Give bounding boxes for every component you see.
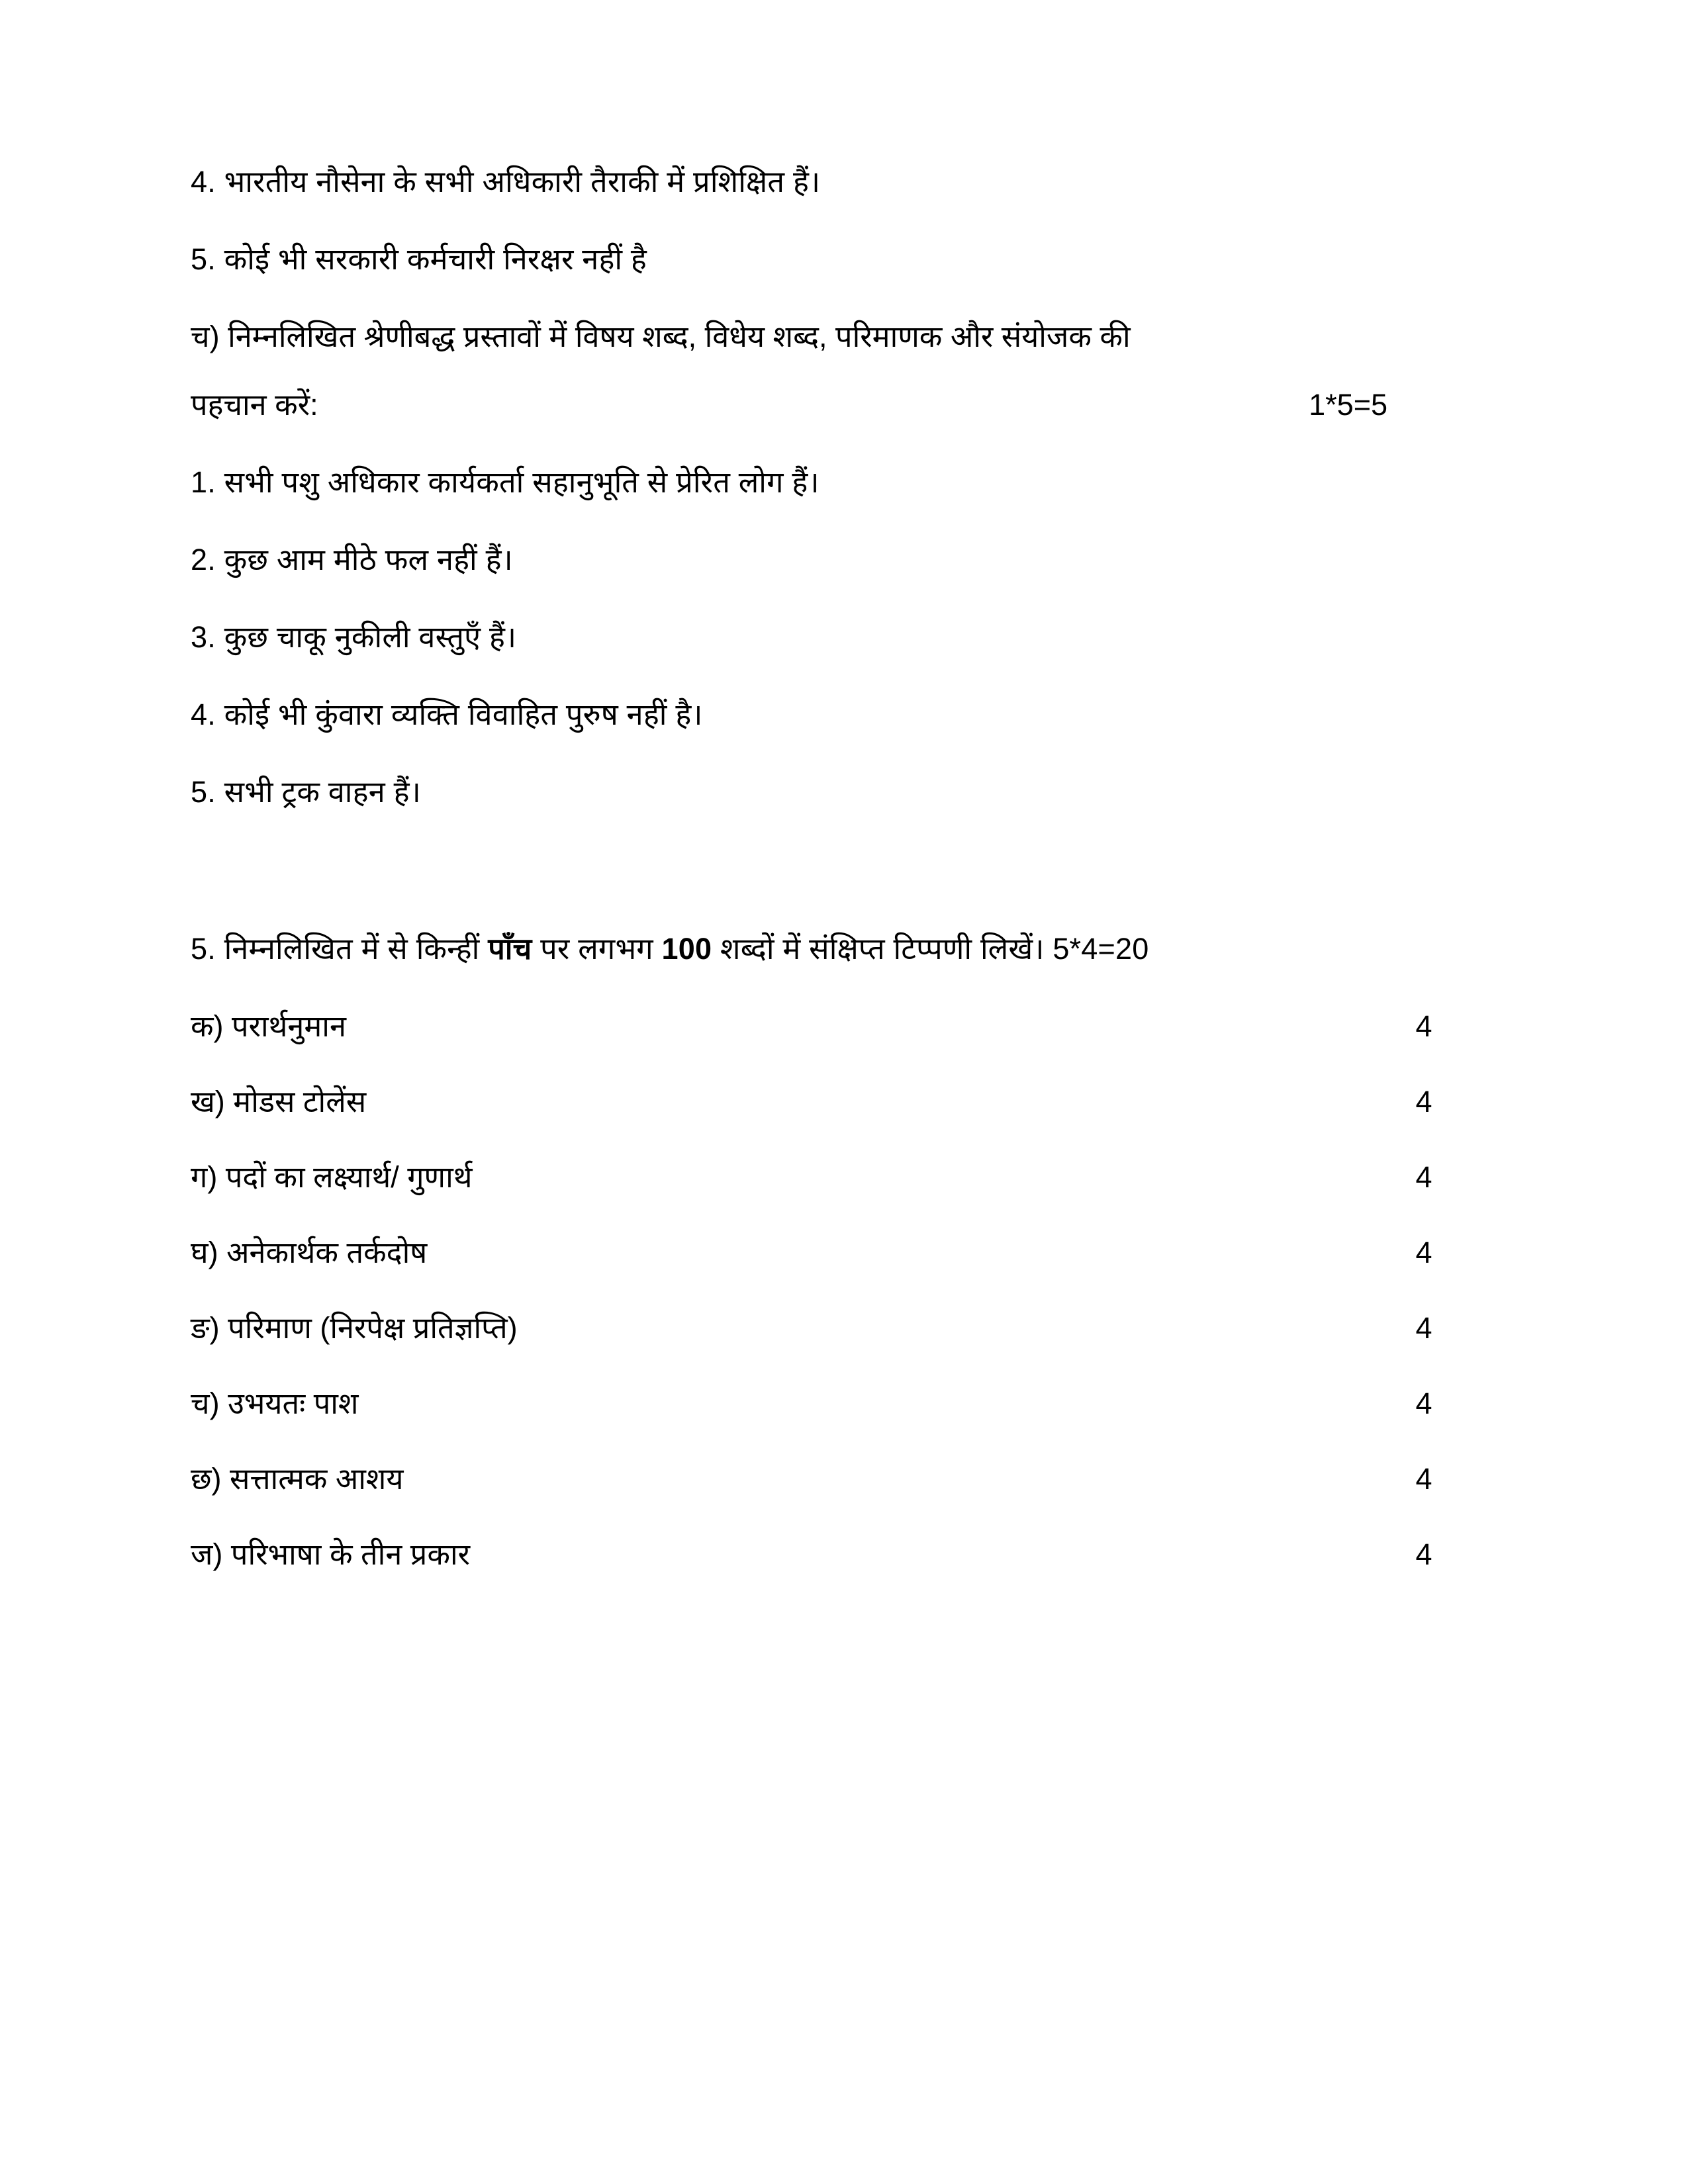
note-item-nga bbox=[191, 1313, 1467, 1343]
question-5-stem-part2: पर लगभग bbox=[532, 932, 662, 966]
proposition-item-prev-4: 4. भारतीय नौसेना के सभी अधिकारी तैराकी में प्रशिक्षित हैं। bbox=[191, 165, 821, 199]
page-content bbox=[191, 167, 1467, 1615]
section-spacer bbox=[191, 854, 1467, 934]
note-item-ga bbox=[191, 1162, 1467, 1192]
proposition-item-5: 5. सभी ट्रक वाहन हैं। bbox=[191, 775, 421, 809]
question-5-stem bbox=[191, 934, 1467, 964]
note-item-nga-label: ङ) परिमाण (निरपेक्ष प्रतिज्ञप्ति) bbox=[191, 1311, 518, 1345]
sub-question-cha-marks: 1*5=5 bbox=[1309, 388, 1387, 422]
sub-question-cha-line2-text: पहचान करें: bbox=[191, 388, 318, 422]
question-5-stem-part1: 5. निम्नलिखित में से किन्हीं bbox=[191, 932, 489, 966]
note-item-chha bbox=[191, 1464, 1467, 1494]
question-5-bold-words: 100 bbox=[661, 932, 712, 966]
note-item-ja-label: ज) परिभाषा के तीन प्रकार bbox=[191, 1537, 471, 1571]
note-item-cha-label: च) उभयतः पाश bbox=[191, 1387, 359, 1420]
proposition-item-3: 3. कुछ चाकू नुकीली वस्तुएँ हैं। bbox=[191, 620, 517, 654]
sub-question-cha-line1: च) निम्नलिखित श्रेणीबद्ध प्रस्तावों में विषय शब्द, विधेय शब्द, परिमाणक और संयोजक की bbox=[191, 320, 1131, 353]
question-5-stem-part3: शब्दों में संक्षिप्त टिप्पणी लिखें। bbox=[712, 932, 1053, 966]
proposition-item-4: 4. कोई भी कुंवारा व्यक्ति विवाहित पुरुष नहीं है। bbox=[191, 698, 703, 731]
note-item-gha-mark: 4 bbox=[1415, 1236, 1432, 1269]
note-item-ga-mark: 4 bbox=[1415, 1160, 1432, 1194]
note-item-ka-mark: 4 bbox=[1415, 1009, 1432, 1043]
note-item-gha-label: घ) अनेकार्थक तर्कदोष bbox=[191, 1236, 428, 1269]
proposition-item-1: 1. सभी पशु अधिकार कार्यकर्ता सहानुभूति से प्रेरित लोग हैं। bbox=[191, 465, 820, 499]
note-item-kha bbox=[191, 1087, 1467, 1116]
note-item-kha-mark: 4 bbox=[1415, 1085, 1432, 1118]
note-item-ka bbox=[191, 1011, 1467, 1041]
sub-question-cha-line2 bbox=[191, 390, 1467, 420]
proposition-item-2: 2. कुछ आम मीठे फल नहीं हैं। bbox=[191, 543, 513, 576]
question-5-bold-count: पाँच bbox=[488, 932, 532, 966]
proposition-item-prev-5: 5. कोई भी सरकारी कर्मचारी निरक्षर नहीं है bbox=[191, 242, 647, 276]
note-item-cha-mark: 4 bbox=[1415, 1387, 1432, 1420]
note-item-ga-label: ग) पदों का लक्ष्यार्थ/ गुणार्थ bbox=[191, 1160, 473, 1194]
note-item-nga-mark: 4 bbox=[1415, 1311, 1432, 1345]
note-item-gha bbox=[191, 1238, 1467, 1267]
note-item-chha-mark: 4 bbox=[1415, 1462, 1432, 1496]
question-5-marks: 5*4=20 bbox=[1053, 932, 1149, 966]
note-item-kha-label: ख) मोडस टोलेंस bbox=[191, 1085, 367, 1118]
note-item-ja bbox=[191, 1539, 1467, 1569]
note-item-cha bbox=[191, 1388, 1467, 1418]
note-item-ka-label: क) परार्थनुमान bbox=[191, 1009, 346, 1043]
note-item-chha-label: छ) सत्तात्मक आशय bbox=[191, 1462, 404, 1496]
note-item-ja-mark: 4 bbox=[1415, 1537, 1432, 1571]
